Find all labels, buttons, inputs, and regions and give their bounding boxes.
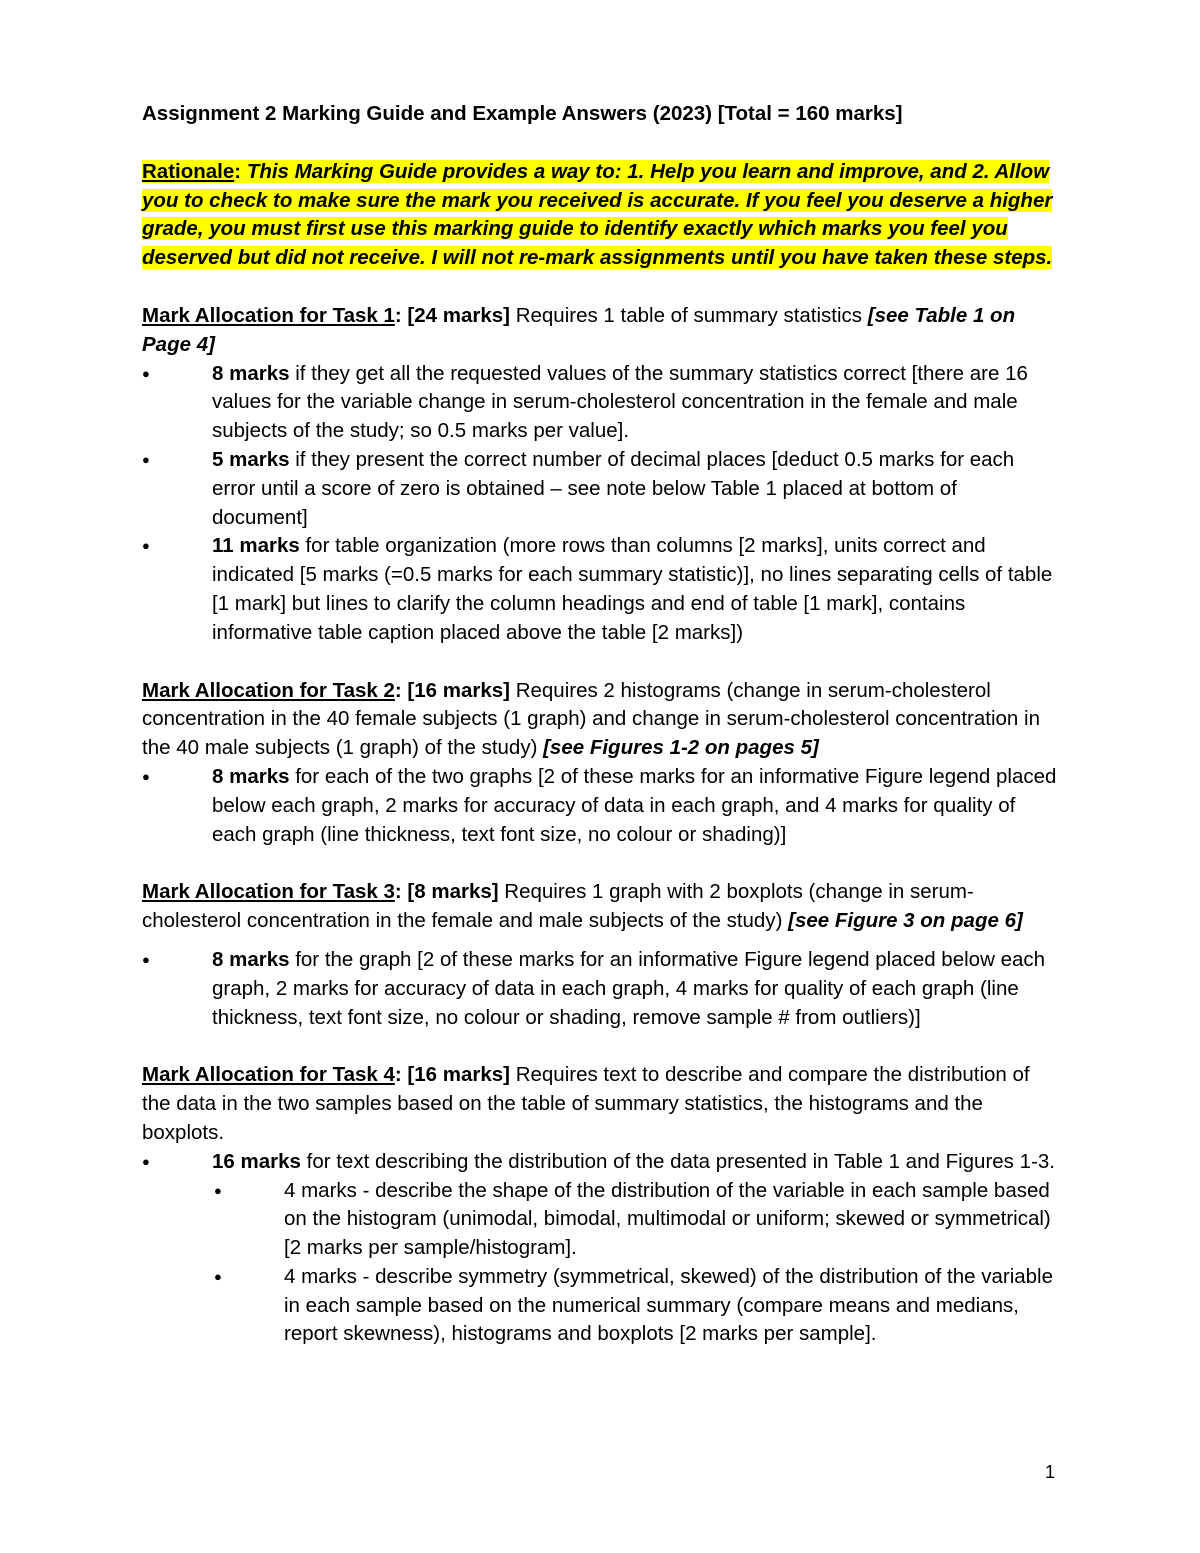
task-1-heading: Mark Allocation for Task 1: [142, 303, 395, 327]
list-item: ● 8 marks for the graph [2 of these marks for an informative Figure legend placed below each graph, 2 marks for accuracy of data in each graph, 4 marks for quality of each graph (line thickness, text font size, no colour or shading, remove sample # from outliers)]: [142, 946, 1058, 1032]
page-number: 1: [1045, 1462, 1056, 1482]
list-item: ● 8 marks for each of the two graphs [2 of these marks for an informative Figure legend placed below each graph, 2 marks for accuracy of data in each graph, and 4 marks for quality of each graph (line thickness, text font size, no colour or shading)]: [142, 763, 1058, 849]
task-2-section: Mark Allocation for Task 2: [16 marks] Requires 2 histograms (change in serum-cholesterol concentration in the 40 female subjects (1 graph) and change in serum-cholesterol concentration in the 40 male subjects (1 graph) of the study) [see Figures 1-2 on pages 5] ● 8 marks for each of the two graphs [2 of these marks for an informative Figure legend placed below each graph, 2 marks for accuracy of data in each graph, and 4 marks for quality of each graph (line thickness, text font size, no colour or shading)]: [142, 677, 1058, 850]
list-item: ● 5 marks if they present the correct number of decimal places [deduct 0.5 marks for each error until a score of zero is obtained – see note below Table 1 placed at bottom of document]: [142, 446, 1058, 532]
sub-list-item: ● 4 marks - describe the shape of the distribution of the variable in each sample based on the histogram (unimodal, bimodal, multimodal or uniform; skewed or symmetrical) [2 marks per sample/histogram].: [142, 1177, 1058, 1263]
rationale-text-1: This Marking Guide provides a way to: 1. Help you learn and improve, and 2. Allow: [246, 159, 1050, 183]
page-content: [142, 100, 1058, 1349]
rationale-block: Rationale: This Marking Guide provides a way to: 1. Help you learn and improve, and 2. Allow you to check to make sure the mark you received is accurate. If you feel you deserve a higher grade, you must first use this marking guide to identify exactly which marks you feel you deserved but did not receive. I will not re-mark assignments until you have taken these steps.: [142, 159, 1053, 270]
rationale-text-3: grade, you must first use this marking guide to identify exactly which marks you feel you: [142, 217, 1008, 241]
rationale-text-4: deserved but did not receive. I will not re-mark assignments until you have taken these steps.: [142, 246, 1053, 270]
rationale-text-2: you to check to make sure the mark you received is accurate. If you feel you deserve a higher: [142, 188, 1053, 212]
document-title: Assignment 2 Marking Guide and Example Answers (2023) [Total = 160 marks]: [142, 102, 903, 125]
rationale-label: Rationale: [142, 159, 235, 183]
task-1-section: Mark Allocation for Task 1: [24 marks] Requires 1 table of summary statistics [see Table 1 on Page 4] ● 8 marks if they get all the requested values of the summary statistics correct [there are 16 values for the variable change in serum-cholesterol concentration in the female and male subjects of the study; so 0.5 marks per value]. ● 5 marks if they present the correct number of decimal places [deduct 0.5 marks for each error until a score of zero is obtained – see note below Table 1 placed at bottom of document] ● 11 marks for table organization (more rows than columns [2 marks], units correct and indicated [5 marks (=0.5 marks for each summary statistic)], no lines separating cells of table [1 mark] but lines to clarify the column headings and end of table [1 mark], contains informative table caption placed above the table [2 marks]): [142, 302, 1058, 648]
task-2-heading: Mark Allocation for Task 2: [142, 678, 395, 702]
task-3-section: Mark Allocation for Task 3: [8 marks] Requires 1 graph with 2 boxplots (change in serum-cholesterol concentration in the female and male subjects of the study) [see Figure 3 on page 6] ● 8 marks for the graph [2 of these marks for an informative Figure legend placed below each graph, 2 marks for accuracy of data in each graph, 4 marks for quality of each graph (line thickness, text font size, no colour or shading, remove sample # from outliers)]: [142, 878, 1058, 1032]
list-item: ● 11 marks for table organization (more rows than columns [2 marks], units correct and indicated [5 marks (=0.5 marks for each summary statistic)], no lines separating cells of table [1 mark] but lines to clarify the column headings and end of table [1 mark], contains informative table caption placed above the table [2 marks]): [142, 532, 1058, 647]
task-4-heading: Mark Allocation for Task 4: [142, 1063, 395, 1087]
list-item: ● 8 marks if they get all the requested values of the summary statistics correct [there are 16 values for the variable change in serum-cholesterol concentration in the female and male subjects of the study; so 0.5 marks per value].: [142, 360, 1058, 446]
list-item: ● 16 marks for text describing the distribution of the data presented in Table 1 and Figures 1-3.: [142, 1148, 1058, 1177]
task-3-heading: Mark Allocation for Task 3: [142, 880, 395, 904]
sub-list-item: ● 4 marks - describe symmetry (symmetrical, skewed) of the distribution of the variable in each sample based on the numerical summary (compare means and medians, report skewness), histograms and boxplots [2 marks per sample].: [142, 1263, 1058, 1349]
task-4-section: Mark Allocation for Task 4: [16 marks] Requires text to describe and compare the distribution of the data in the two samples based on the table of summary statistics, the histograms and the boxplots. ● 16 marks for text describing the distribution of the data presented in Table 1 and Figures 1-3. ● 4 marks - describe the shape of the distribution of the variable in each sample based on the histogram (unimodal, bimodal, multimodal or uniform; skewed or symmetrical) [2 marks per sample/histogram]. ● 4 marks - describe symmetry (symmetrical, skewed) of the distribution of the variable in each sample based on the numerical summary (compare means and medians, report skewness), histograms and boxplots [2 marks per sample].: [142, 1061, 1058, 1349]
